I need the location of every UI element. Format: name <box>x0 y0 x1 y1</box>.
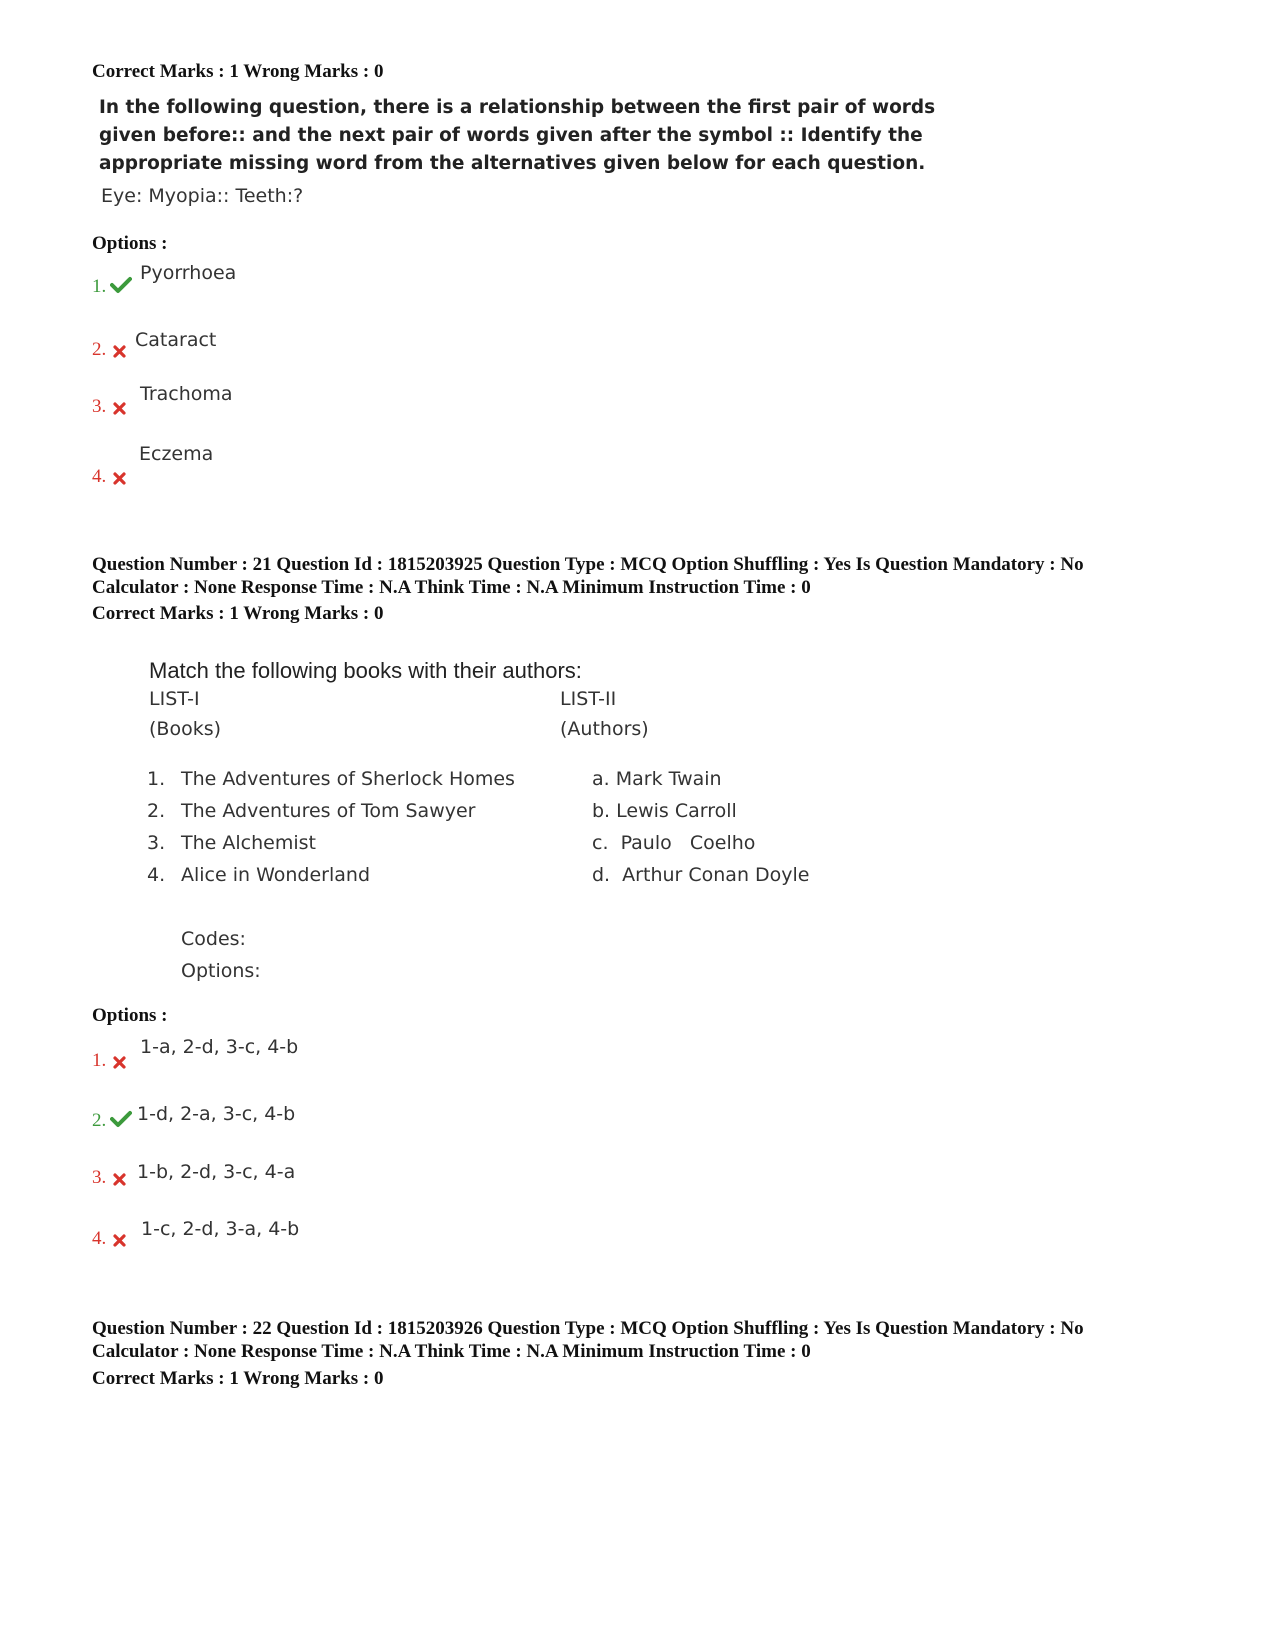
author-item: a. Mark Twain <box>592 768 722 790</box>
marks-line: Correct Marks : 1 Wrong Marks : 0 <box>92 1368 384 1389</box>
book-number: 1. <box>147 768 166 790</box>
book-title: The Alchemist <box>181 832 316 854</box>
option-text: 1-a, 2-d, 3-c, 4-b <box>140 1036 299 1058</box>
codes-label: Codes: <box>181 928 246 950</box>
book-title: The Adventures of Sherlock Homes <box>181 768 515 790</box>
cross-icon <box>113 402 126 415</box>
option-text: Pyorrhoea <box>140 262 237 284</box>
question-header-line: Calculator : None Response Time : N.A Think Time : N.A Minimum Instruction Time : 0 <box>92 577 811 598</box>
option-number: 1. <box>92 276 107 297</box>
option-text: Trachoma <box>140 383 233 405</box>
question-text-line: In the following question, there is a relationship between the first pair of words <box>99 97 936 118</box>
marks-line: Correct Marks : 1 Wrong Marks : 0 <box>92 61 384 82</box>
author-item: c. Paulo Coelho <box>592 832 756 854</box>
option-text: 1-c, 2-d, 3-a, 4-b <box>141 1218 300 1240</box>
options-label: Options : <box>92 233 168 254</box>
option-number: 3. <box>92 396 107 417</box>
option-number: 4. <box>92 1228 107 1249</box>
author-item: d. Arthur Conan Doyle <box>592 864 810 886</box>
question-header-line: Question Number : 21 Question Id : 1815203925 Question Type : MCQ Option Shuffling : Yes Is Question Mandatory : No <box>92 554 1084 575</box>
list2-subheading: (Authors) <box>560 718 649 740</box>
question-header-line: Calculator : None Response Time : N.A Think Time : N.A Minimum Instruction Time : 0 <box>92 1341 811 1362</box>
question-header-line: Question Number : 22 Question Id : 1815203926 Question Type : MCQ Option Shuffling : Yes Is Question Mandatory : No <box>92 1318 1084 1339</box>
option-number: 2. <box>92 1110 107 1131</box>
option-text: 1-d, 2-a, 3-c, 4-b <box>137 1103 296 1125</box>
cross-icon <box>113 345 126 358</box>
cross-icon <box>113 1173 126 1186</box>
question-text-line: appropriate missing word from the alternatives given below for each question. <box>99 153 926 174</box>
cross-icon <box>113 1234 126 1247</box>
check-icon <box>110 1110 132 1128</box>
cross-icon <box>113 1056 126 1069</box>
book-number: 3. <box>147 832 166 854</box>
cross-icon <box>113 472 126 485</box>
inner-options-label: Options: <box>181 960 261 982</box>
option-text: 1-b, 2-d, 3-c, 4-a <box>137 1161 296 1183</box>
book-number: 2. <box>147 800 166 822</box>
question-text-line: given before:: and the next pair of words given after the symbol :: Identify the <box>99 125 923 146</box>
option-number: 2. <box>92 339 107 360</box>
list2-heading: LIST-II <box>560 688 617 710</box>
option-number: 1. <box>92 1050 107 1071</box>
list1-subheading: (Books) <box>149 718 222 740</box>
options-label: Options : <box>92 1005 168 1026</box>
option-number: 3. <box>92 1167 107 1188</box>
question-sub-text: Eye: Myopia:: Teeth:? <box>101 185 304 207</box>
book-number: 4. <box>147 864 166 886</box>
marks-line: Correct Marks : 1 Wrong Marks : 0 <box>92 603 384 624</box>
option-number: 4. <box>92 466 107 487</box>
match-title: Match the following books with their authors: <box>149 658 582 683</box>
list1-heading: LIST-I <box>149 688 200 710</box>
check-icon <box>110 276 132 294</box>
book-title: The Adventures of Tom Sawyer <box>181 800 476 822</box>
option-text: Cataract <box>135 329 217 351</box>
author-item: b. Lewis Carroll <box>592 800 737 822</box>
option-text: Eczema <box>139 443 214 465</box>
book-title: Alice in Wonderland <box>181 864 371 886</box>
